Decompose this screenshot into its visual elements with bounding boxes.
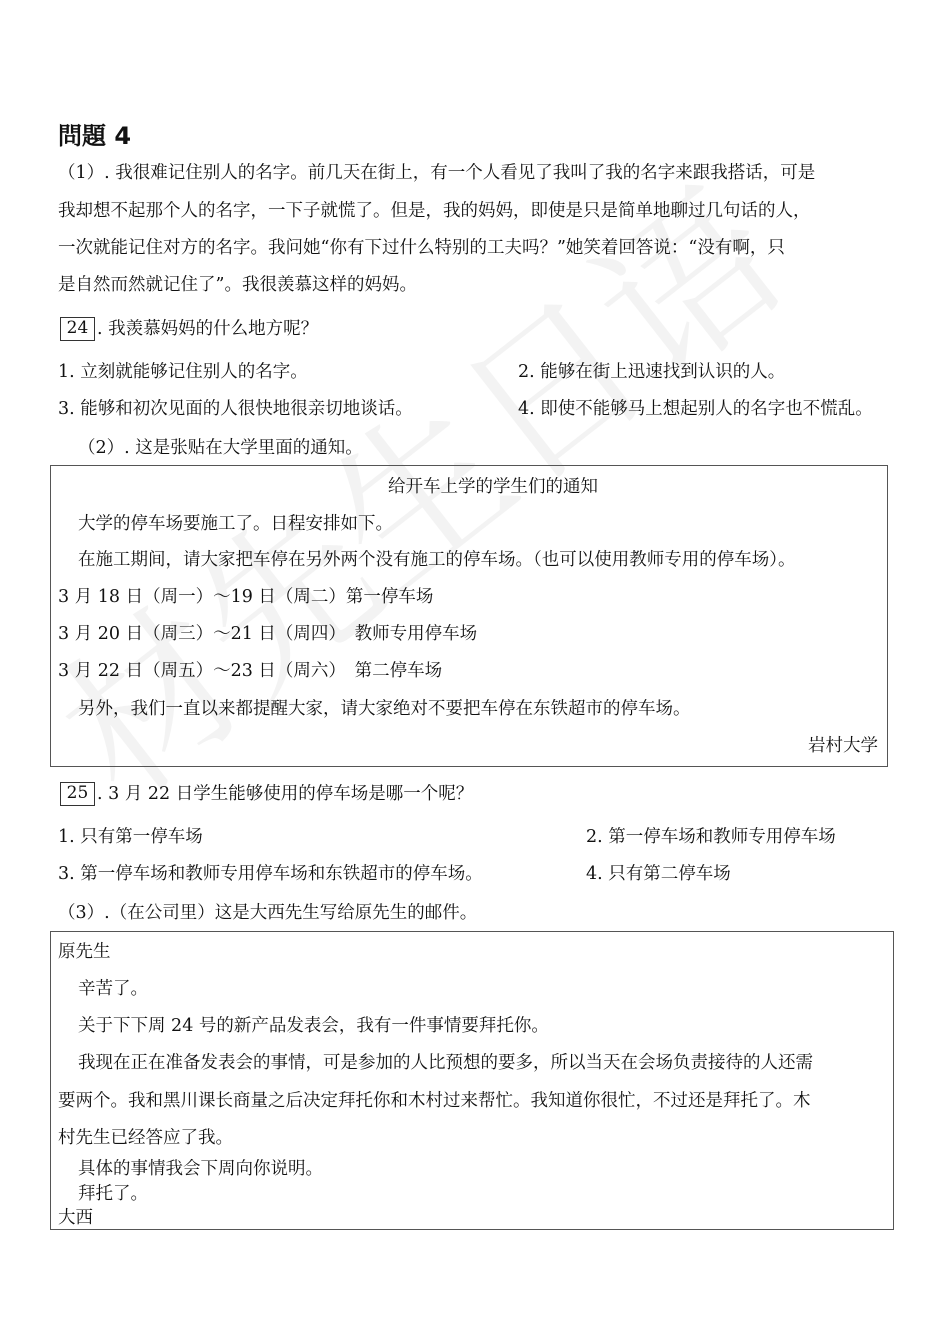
answer-option[interactable]: 2. 第一停车场和教师专用停车场 xyxy=(586,827,836,847)
answer-option[interactable]: 3. 能够和初次见面的人很快地很亲切地谈话。 xyxy=(58,399,413,419)
passage-1-line: （1）. 我很难记住别人的名字。前几天在街上，有一个人看见了我叫了我的名字来跟我搭话，可是 xyxy=(58,163,816,183)
question-25-text: . 3 月 22 日学生能够使用的停车场是哪一个呢？ xyxy=(97,784,474,804)
passage-3-intro: （3）.（在公司里）这是大西先生写给原先生的邮件。 xyxy=(58,903,478,923)
email-line: 要两个。我和黑川课长商量之后决定拜托你和木村过来帮忙。我知道你很忙，不过还是拜托了。木 xyxy=(58,1091,811,1111)
answer-option[interactable]: 4. 只有第二停车场 xyxy=(586,864,731,884)
notice-line: 另外，我们一直以来都提醒大家，请大家绝对不要把车停在东铁超市的停车场。 xyxy=(78,699,691,719)
passage-1-line: 我却想不起那个人的名字，一下子就慌了。但是，我的妈妈，即使是只是简单地聊过几句话的人， xyxy=(58,201,811,221)
question-number-box: 24 xyxy=(60,317,95,341)
question-number-box: 25 xyxy=(60,782,95,806)
passage-2-intro: （2）. 这是张贴在大学里面的通知。 xyxy=(78,438,363,458)
notice-line: 大学的停车场要施工了。日程安排如下。 xyxy=(78,514,393,534)
email-line: 辛苦了。 xyxy=(78,979,148,999)
notice-line: 在施工期间，请大家把车停在另外两个没有施工的停车场。（也可以使用教师专用的停车场）。 xyxy=(78,550,796,570)
answer-option[interactable]: 1. 立刻就能够记住别人的名字。 xyxy=(58,362,308,382)
notice-line: 3 月 22 日（周五）～23 日（周六） 第二停车场 xyxy=(58,661,443,681)
answer-option[interactable]: 2. 能够在街上迅速找到认识的人。 xyxy=(518,362,786,382)
notice-line: 3 月 18 日（周一）～19 日（周二）第一停车场 xyxy=(58,587,434,607)
answer-option[interactable]: 1. 只有第一停车场 xyxy=(58,827,203,847)
email-line: 关于下下周 24 号的新产品发表会，我有一件事情要拜托你。 xyxy=(78,1016,549,1036)
email-line: 具体的事情我会下周向你说明。 xyxy=(78,1159,323,1179)
email-line: 拜托了。 xyxy=(78,1184,148,1204)
email-line: 村先生已经答应了我。 xyxy=(58,1128,233,1148)
page-title: 問題 4 xyxy=(58,122,132,150)
passage-1-line: 是自然而然就记住了”。我很羡慕这样的妈妈。 xyxy=(58,275,417,295)
email-box xyxy=(50,931,894,1230)
email-recipient: 原先生 xyxy=(58,942,111,962)
question-24-text: . 我羡慕妈妈的什么地方呢？ xyxy=(97,319,319,339)
email-line: 我现在正在准备发表会的事情，可是参加的人比预想的要多，所以当天在会场负责接待的人还需 xyxy=(78,1053,813,1073)
notice-line: 3 月 20 日（周三）～21 日（周四） 教师专用停车场 xyxy=(58,624,478,644)
notice-title: 给开车上学的学生们的通知 xyxy=(388,477,598,497)
email-sender: 大西 xyxy=(58,1208,93,1228)
notice-box xyxy=(50,465,888,767)
passage-1-line: 一次就能记住对方的名字。我问她“你有下过什么特别的工夫吗？”她笑着回答说：“没有啊，只 xyxy=(58,238,785,258)
answer-option[interactable]: 4. 即使不能够马上想起别人的名字也不慌乱。 xyxy=(518,399,873,419)
answer-option[interactable]: 3. 第一停车场和教师专用停车场和东铁超市的停车场。 xyxy=(58,864,483,884)
notice-signature: 岩村大学 xyxy=(808,736,878,756)
